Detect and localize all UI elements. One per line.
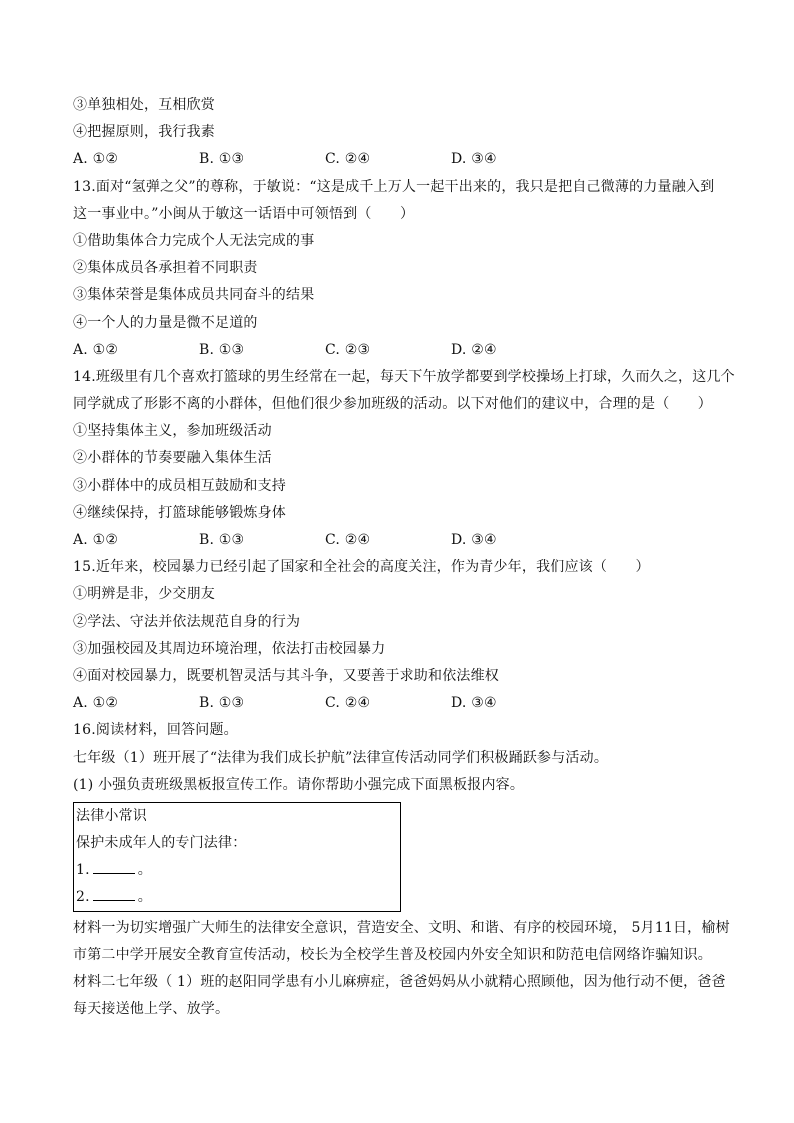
answer-blank-1[interactable]	[93, 857, 135, 874]
q13-option-d: D. ②④	[451, 341, 497, 358]
blank-1-prefix: 1.	[76, 861, 90, 878]
blank-1-suffix: 。	[137, 861, 152, 878]
blank-2-suffix: 。	[137, 888, 152, 905]
material2-line1: 材料二七年级（ 1）班的赵阳同学患有小儿麻痹症，爸爸妈妈从小就精心照顾他，因为他行动不便，爸爸	[73, 974, 726, 991]
q12-option-c: C. ②④	[325, 151, 371, 168]
q12-option-d: D. ③④	[451, 151, 497, 168]
blank-2-prefix: 2.	[76, 888, 90, 905]
answer-blank-2[interactable]	[93, 884, 135, 901]
q14-option-b: B. ①③	[199, 532, 245, 548]
q13-stem-line1: 13.面对“氢弹之父”的尊称，于敏说：“这是成千上万人一起干出来的，我只是把自己微薄的力量融入到	[73, 178, 715, 195]
q13-option-a: A. ①②	[73, 341, 119, 358]
blackboard-subtitle: 保护未成年人的专门法律：	[76, 834, 247, 851]
blackboard-blank-1	[76, 857, 398, 884]
q14-item-1: ①坚持集体主义，参加班级活动	[73, 423, 272, 440]
q14-option-c: C. ②④	[325, 532, 371, 548]
q15-stem-line1: 15.近年来，校园暴力已经引起了国家和全社会的高度关注，作为青少年，我们应该（ ）	[73, 559, 650, 576]
q13-options	[73, 337, 733, 364]
q14-stem-line1: 14.班级里有几个喜欢打篮球的男生经常在一起，每天下午放学都要到学校操场上打球，久而久之，这几个	[73, 368, 735, 385]
q15-options	[73, 690, 733, 717]
q15-item-1: ①明辨是非，少交朋友	[73, 586, 215, 603]
q15-item-2: ②学法、守法并依法规范自身的行为	[73, 613, 301, 630]
q13-item-2: ②集体成员各承担着不同职责	[73, 260, 258, 277]
q14-item-2: ②小群体的节奏要融入集体生活	[73, 450, 272, 467]
q15-option-d: D. ③④	[451, 695, 497, 712]
q13-item-3: ③集体荣誉是集体成员共同奋斗的结果	[73, 287, 315, 304]
q13-option-c: C. ②③	[325, 341, 371, 358]
q13-item-4: ④一个人的力量是微不足道的	[73, 314, 258, 331]
material1-line1: 材料一为切实增强广大师生的法律安全意识，营造安全、文明、和谐、有序的校园环境， 5月11日，榆树	[73, 919, 730, 936]
q15-item-3: ③加强校园及其周边环境治理，依法打击校园暴力	[73, 640, 386, 657]
blackboard-blank-2	[76, 884, 398, 911]
q16-sub1: (1) 小强负责班级黑板报宣传工作。请你帮助小强完成下面黑板报内容。	[73, 776, 525, 793]
q14-stem-line2: 同学就成了形影不离的小群体，但他们很少参加班级的活动。以下对他们的建议中，合理的是（ ）	[73, 396, 712, 413]
blackboard-box	[73, 802, 401, 912]
q14-options	[73, 527, 733, 554]
q16-stem: 16.阅读材料，回答问题。	[73, 722, 238, 739]
q12-option-a: A. ①②	[73, 151, 119, 168]
q12-item-3: ③单独相处，互相欣赏	[73, 97, 215, 113]
q15-option-c: C. ②④	[325, 695, 371, 712]
q14-item-3: ③小群体中的成员相互鼓励和支持	[73, 477, 286, 494]
q12-item-4: ④把握原则，我行我素	[73, 124, 215, 141]
exam-page	[73, 92, 733, 1024]
q14-item-4: ④继续保持，打篮球能够锻炼身体	[73, 504, 286, 521]
q13-item-1: ①借助集体合力完成个人无法完成的事	[73, 232, 315, 249]
q13-option-b: B. ①③	[199, 341, 245, 358]
q15-option-b: B. ①③	[199, 695, 245, 712]
material1-line2: 市第二中学开展安全教育宣传活动，校长为全校学生普及校园内外安全知识和防范电信网络诈骗知识。	[73, 947, 712, 964]
blackboard-title: 法律小常识	[76, 807, 147, 824]
q15-option-a: A. ①②	[73, 695, 119, 712]
q16-intro: 七年级（1）班开展了“法律为我们成长护航”法律宣传活动同学们积极踊跃参与活动。	[73, 749, 609, 766]
material2-line2: 每天接送他上学、放学。	[73, 1001, 230, 1018]
q13-stem-line2: 这一事业中。”小闽从于敏这一话语中可领悟到（ ）	[73, 205, 415, 222]
q15-item-4: ④面对校园暴力，既要机智灵活与其斗争，又要善于求助和依法维权	[73, 667, 499, 684]
q14-option-d: D. ③④	[451, 532, 497, 548]
q12-options	[73, 146, 733, 173]
q12-option-b: B. ①③	[199, 151, 245, 168]
q14-option-a: A. ①②	[73, 532, 119, 548]
